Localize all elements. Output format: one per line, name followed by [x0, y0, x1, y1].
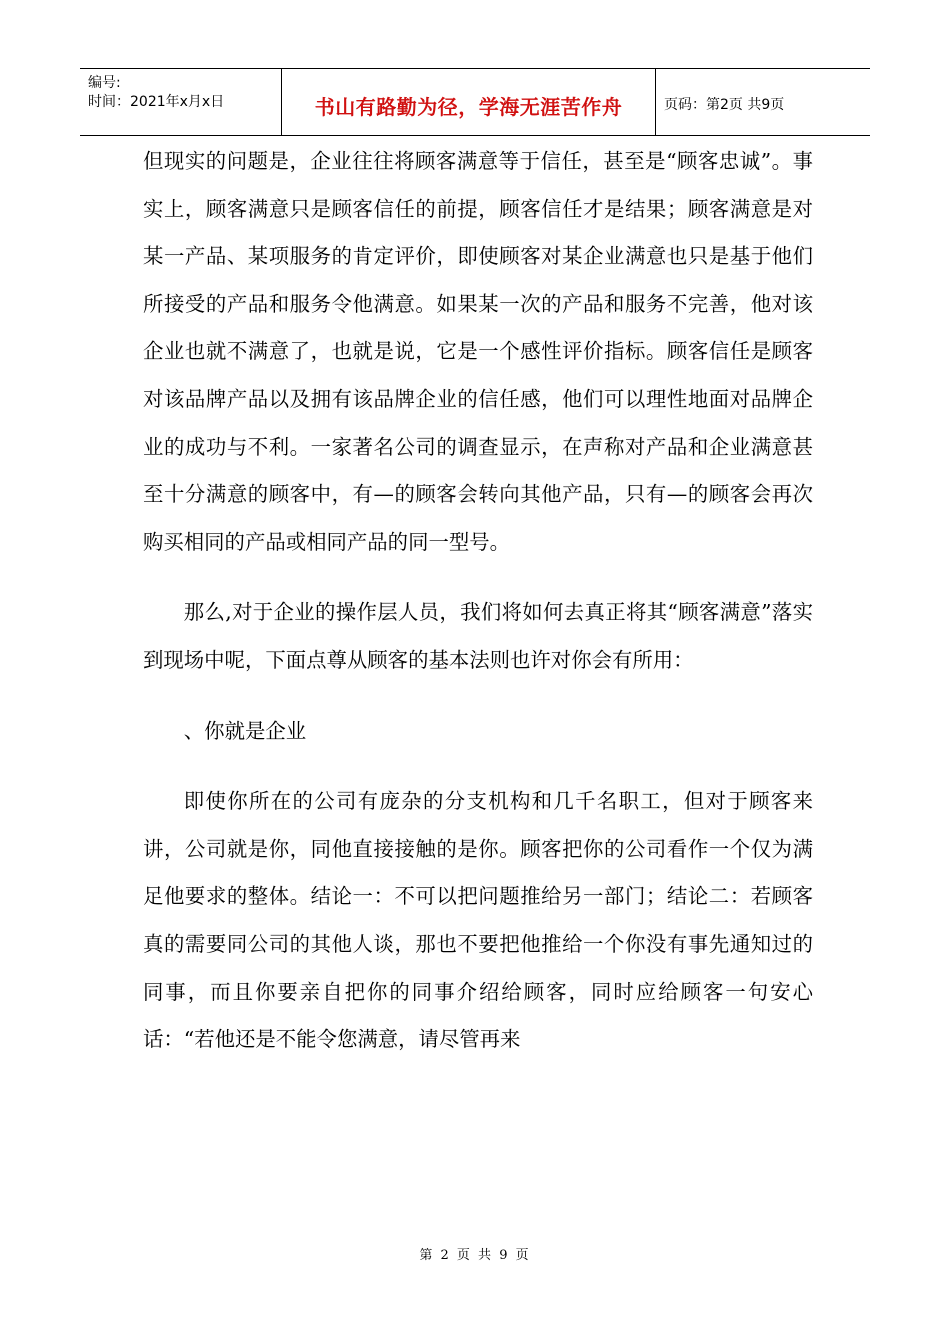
- header-page-info: 页码：第2页 共9页: [664, 97, 785, 113]
- section-heading: 、你就是企业: [183, 718, 307, 743]
- document-number-label: 编号:: [88, 75, 121, 91]
- body-paragraph: 但现实的问题是，企业往往将顾客满意等于信任，甚至是“顾客忠诚”。事实上，顾客满意只是顾客信任的前提，顾客信任才是结果；顾客满意是对某一产品、某项服务的肯定评价，即使顾客对某企业满意也只是基于他们所接受的产品和服务令他满意。如果某一次的产品和服务不完善，他对该企业也就不满意了，也就是说，它是一个感性评价指标。顾客信任是顾客对该品牌产品以及拥有该品牌企业的信任感，他们可以理性地面对品牌企业的成功与不利。一家著名公司的调查显示，在声称对产品和企业满意甚至十分满意的顾客中，有—的顾客会转向其他产品，只有—的顾客会再次购买相同的产品或相同产品的同一型号。: [143, 149, 813, 554]
- document-body: [143, 138, 813, 1064]
- paragraph-gap: [143, 755, 813, 778]
- body-paragraph: 那么,对于企业的操作层人员，我们将如何去真正将其“顾客满意”落实到现场中呢，下面点尊从顾客的基本法则也许对你会有所用：: [143, 600, 813, 672]
- paragraph-gap: [143, 685, 813, 708]
- paragraph-gap: [143, 566, 813, 589]
- header-motto: 书山有路勤为径，学海无涯苦作舟: [314, 94, 623, 119]
- body-paragraph: 即使你所在的公司有庞杂的分支机构和几千名职工，但对于顾客来讲，公司就是你，同他直接接触的是你。顾客把你的公司看作一个仅为满足他要求的整体。结论一：不可以把问题推给另一部门；结论二：若顾客真的需要同公司的其他人谈，那也不要把他推给一个你没有事先通知过的同事，而且你要亲自把你的同事介绍给顾客，同时应给顾客一句安心话：“若他还是不能令您满意，请尽管再来: [143, 789, 813, 1052]
- document-date: 时间：2021年x月x日: [88, 94, 225, 110]
- header-page-cell: [656, 69, 870, 135]
- header-meta-cell: [80, 69, 282, 135]
- header-motto-cell: [282, 69, 656, 135]
- page-footer: 第 2 页 共 9 页: [419, 1248, 531, 1263]
- document-header: [80, 68, 870, 136]
